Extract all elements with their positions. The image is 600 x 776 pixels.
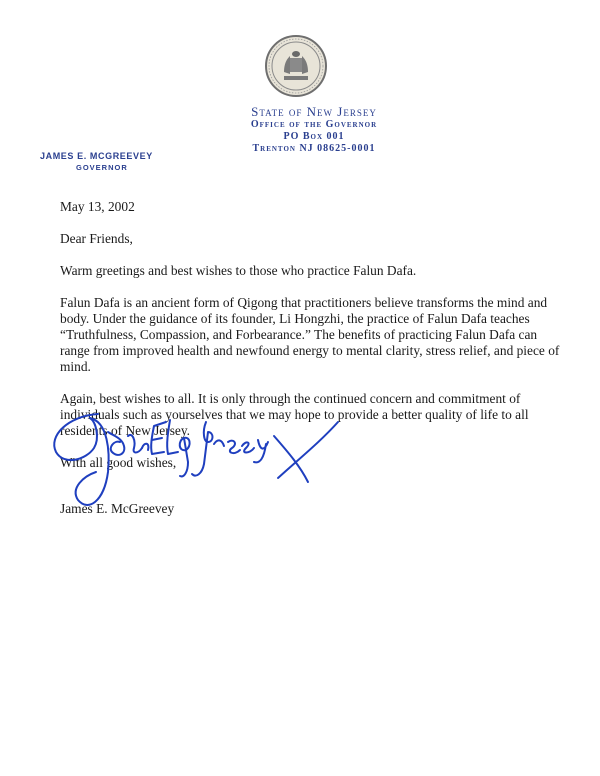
governor-block <box>40 150 160 174</box>
letterhead-city: Trenton NJ 08625-0001 <box>252 143 376 154</box>
signatory-name: James E. McGreevey <box>60 501 175 516</box>
letterhead <box>214 104 414 155</box>
paragraph-2: Falun Dafa is an ancient form of Qigong that practitioners believe transforms the mind and body. Under the guidance of its founder, Li Hongzhi, the practice of Falun Dafa teaches “Truthfulness, Compassion, and Forbearance.” The benefits of practicing Falun Dafa can range from improved health and newfound energy to mental clarity, stress relief, and piece of mind. <box>60 295 560 374</box>
letterhead-state: State of New Jersey <box>251 104 377 119</box>
letter-date: May 13, 2002 <box>60 199 135 214</box>
letterhead-office: Office of the Governor <box>250 119 378 130</box>
handwritten-signature <box>38 392 358 522</box>
governor-name: JAMES E. MCGREEVEY <box>40 151 153 161</box>
paragraph-1: Warm greetings and best wishes to those who practice Falun Dafa. <box>60 263 417 278</box>
salutation: Dear Friends, <box>60 231 133 246</box>
governor-title: GOVERNOR <box>76 163 128 172</box>
paragraph-3: Again, best wishes to all. It is only through the continued concern and commitment of individuals such as yourselves that we may hope to provide a better quality of life to all residents of New Jersey. <box>60 391 529 438</box>
state-seal-icon <box>264 34 328 98</box>
letterhead-po-box: PO Box 001 <box>283 131 345 142</box>
closing: With all good wishes, <box>60 455 177 470</box>
